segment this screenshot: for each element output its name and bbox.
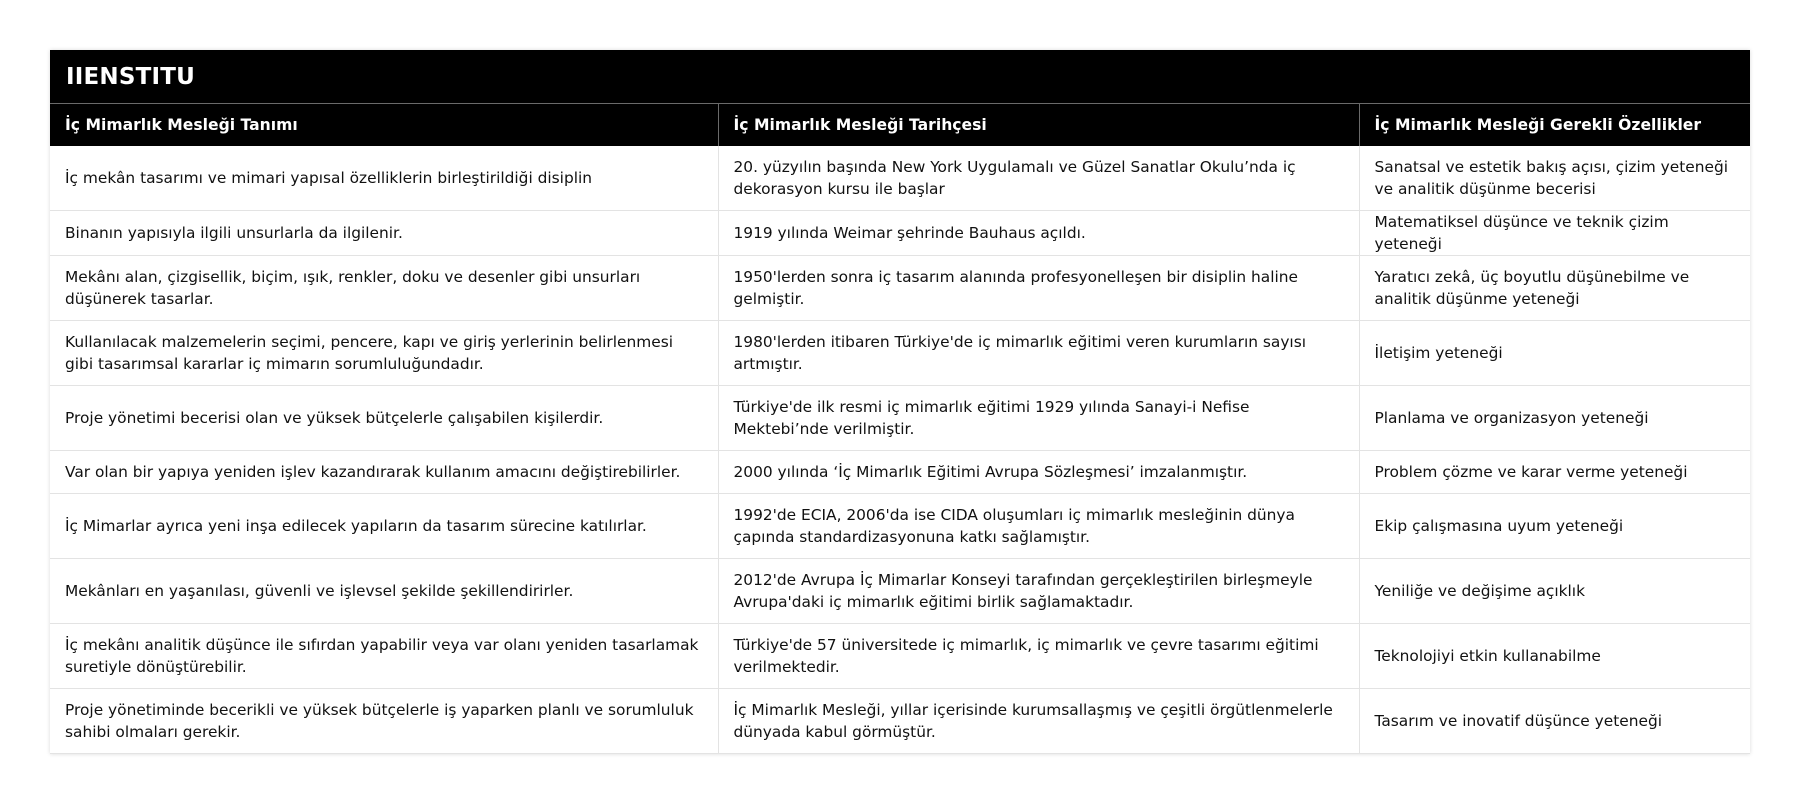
table-cell-history: Türkiye'de ilk resmi iç mimarlık eğitimi 1929 yılında Sanayi-i Nefise Mektebi’nde verilmiştir.: [718, 386, 1359, 451]
table-row: [50, 451, 1750, 494]
table-cell-definition: İç Mimarlar ayrıca yeni inşa edilecek yapıların da tasarım sürecine katılırlar.: [50, 494, 718, 559]
table-row: [50, 494, 1750, 559]
table-header-row: [50, 104, 1750, 147]
table-cell-history: 1980'lerden itibaren Türkiye'de iç mimarlık eğitimi veren kurumların sayısı artmıştır.: [718, 321, 1359, 386]
profession-table: [50, 103, 1750, 754]
table-cell-definition: Mekânı alan, çizgisellik, biçim, ışık, renkler, doku ve desenler gibi unsurları düşünerek tasarlar.: [50, 256, 718, 321]
table-cell-definition: Kullanılacak malzemelerin seçimi, pencere, kapı ve giriş yerlerinin belirlenmesi gibi tasarımsal kararlar iç mimarın sorumluluğundadır.: [50, 321, 718, 386]
table-row: [50, 624, 1750, 689]
table-cell-requirements: Matematiksel düşünce ve teknik çizim yeteneği: [1359, 211, 1750, 256]
content-table-card: [50, 50, 1750, 754]
table-cell-definition: Mekânları en yaşanılası, güvenli ve işlevsel şekilde şekillendirirler.: [50, 559, 718, 624]
table-cell-requirements: Yeniliğe ve değişime açıklık: [1359, 559, 1750, 624]
table-cell-requirements: Problem çözme ve karar verme yeteneği: [1359, 451, 1750, 494]
table-row: [50, 689, 1750, 754]
table-cell-definition: İç mekân tasarımı ve mimari yapısal özelliklerin birleştirildiği disiplin: [50, 146, 718, 211]
table-cell-history: 1992'de ECIA, 2006'da ise CIDA oluşumları iç mimarlık mesleğinin dünya çapında standardizasyonuna katkı sağlamıştır.: [718, 494, 1359, 559]
table-cell-requirements: Sanatsal ve estetik bakış açısı, çizim yeteneği ve analitik düşünme becerisi: [1359, 146, 1750, 211]
table-row: [50, 211, 1750, 256]
table-cell-history: 2000 yılında ‘İç Mimarlık Eğitimi Avrupa Sözleşmesi’ imzalanmıştır.: [718, 451, 1359, 494]
column-header-requirements: İç Mimarlık Mesleği Gerekli Özellikler: [1359, 104, 1750, 147]
table-cell-history: 1919 yılında Weimar şehrinde Bauhaus açıldı.: [718, 211, 1359, 256]
table-cell-requirements: Yaratıcı zekâ, üç boyutlu düşünebilme ve analitik düşünme yeteneği: [1359, 256, 1750, 321]
table-cell-definition: Binanın yapısıyla ilgili unsurlarla da ilgilenir.: [50, 211, 718, 256]
table-row: [50, 559, 1750, 624]
table-cell-requirements: Teknolojiyi etkin kullanabilme: [1359, 624, 1750, 689]
table-cell-history: 20. yüzyılın başında New York Uygulamalı ve Güzel Sanatlar Okulu’nda iç dekorasyon kursu ile başlar: [718, 146, 1359, 211]
table-cell-requirements: Planlama ve organizasyon yeteneği: [1359, 386, 1750, 451]
table-cell-history: Türkiye'de 57 üniversitede iç mimarlık, iç mimarlık ve çevre tasarımı eğitimi verilmektedir.: [718, 624, 1359, 689]
table-cell-history: 2012'de Avrupa İç Mimarlar Konseyi tarafından gerçekleştirilen birleşmeyle Avrupa'daki iç mimarlık eğitimi birlik sağlamaktadır.: [718, 559, 1359, 624]
brand-title: IIENSTITU: [50, 50, 1750, 103]
table-row: [50, 321, 1750, 386]
table-row: [50, 256, 1750, 321]
table-cell-requirements: Tasarım ve inovatif düşünce yeteneği: [1359, 689, 1750, 754]
table-row: [50, 386, 1750, 451]
column-header-history: İç Mimarlık Mesleği Tarihçesi: [718, 104, 1359, 147]
table-cell-definition: Proje yönetimi becerisi olan ve yüksek bütçelerle çalışabilen kişilerdir.: [50, 386, 718, 451]
table-cell-definition: İç mekânı analitik düşünce ile sıfırdan yapabilir veya var olanı yeniden tasarlamak suretiyle dönüştürebilir.: [50, 624, 718, 689]
table-cell-history: İç Mimarlık Mesleği, yıllar içerisinde kurumsallaşmış ve çeşitli örgütlenmelerle dünyada kabul görmüştür.: [718, 689, 1359, 754]
table-cell-definition: Var olan bir yapıya yeniden işlev kazandırarak kullanım amacını değiştirebilirler.: [50, 451, 718, 494]
table-cell-requirements: İletişim yeteneği: [1359, 321, 1750, 386]
table-cell-definition: Proje yönetiminde becerikli ve yüksek bütçelerle iş yaparken planlı ve sorumluluk sahibi olmaları gerekir.: [50, 689, 718, 754]
table-row: [50, 146, 1750, 211]
table-cell-requirements: Ekip çalışmasına uyum yeteneği: [1359, 494, 1750, 559]
column-header-definition: İç Mimarlık Mesleği Tanımı: [50, 104, 718, 147]
table-cell-history: 1950'lerden sonra iç tasarım alanında profesyonelleşen bir disiplin haline gelmiştir.: [718, 256, 1359, 321]
